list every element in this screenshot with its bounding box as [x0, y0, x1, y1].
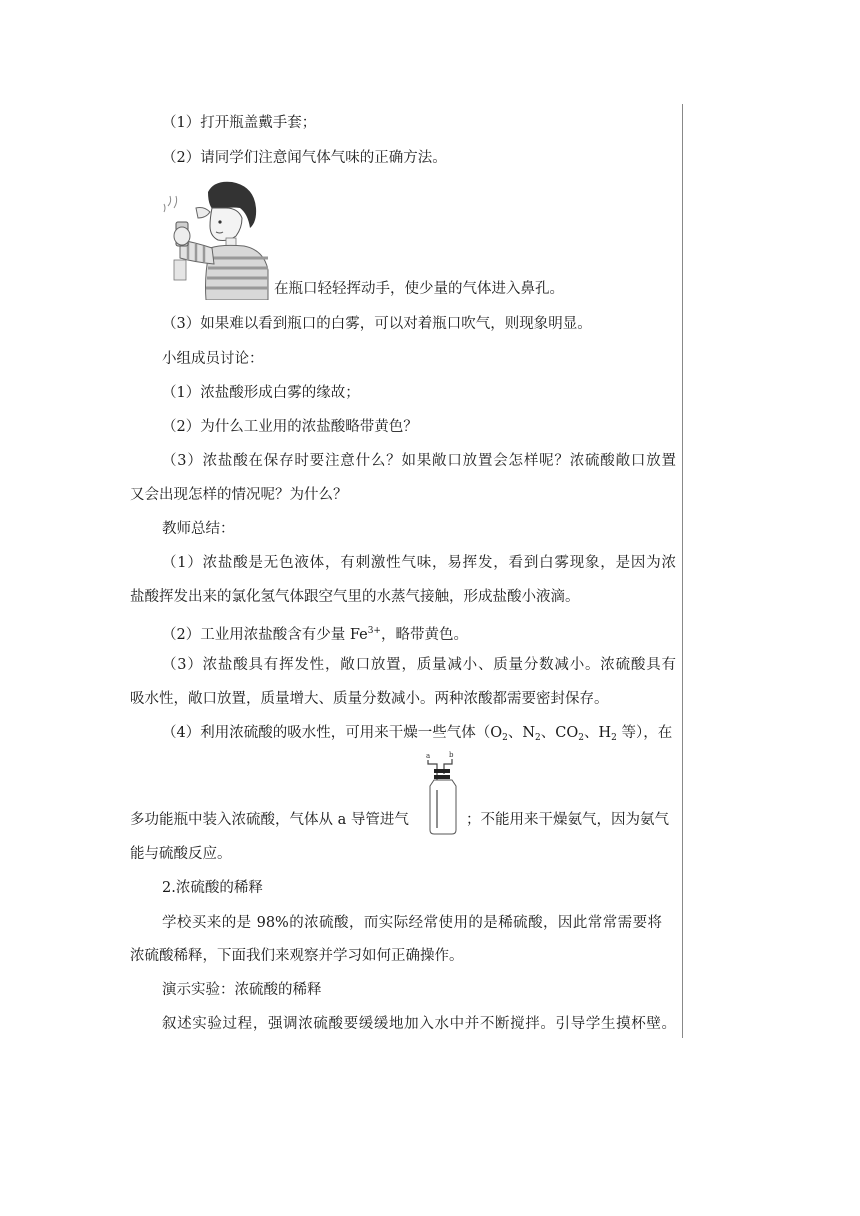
bottle-label-a: a: [426, 752, 431, 760]
bottle-label-b: b: [449, 751, 454, 759]
summary-4-part1: （4）利用浓硫酸的吸水性，可用来干燥一些气体（O: [162, 725, 503, 741]
summary-4-part2: 、N: [507, 725, 536, 741]
summary-2-end: ，略带黄色。: [380, 627, 468, 643]
summary-3-text: （3）浓盐酸具有挥发性，敞口放置，质量减小、质量分数减小。浓硫酸具有: [162, 657, 676, 673]
summary-1-text: （1）浓盐酸是无色液体，有刺激性气味，易挥发，看到白雾现象，是因为浓: [162, 555, 676, 571]
discussion-3-cont: 又会出现怎样的情况呢？为什么？: [130, 487, 348, 503]
smelling-gas-illustration: [160, 178, 270, 300]
step-3-text: （3）如果难以看到瓶口的白雾，可以对着瓶口吹气，则现象明显。: [162, 316, 592, 332]
step-2-text: （2）请同学们注意闻气体气味的正确方法。: [162, 150, 447, 166]
demo-experiment-heading: 演示实验：浓硫酸的稀释: [162, 982, 322, 998]
summary-4-end: 能与硫酸反应。: [130, 846, 232, 862]
iron-charge: 3+: [367, 626, 381, 636]
summary-4-part4: 、H: [584, 725, 612, 741]
section-2-heading: 2.浓硫酸的稀释: [162, 880, 263, 896]
summary-2-text: [162, 621, 710, 645]
smelling-method-text: 在瓶口轻轻挥动手，使少量的气体进入鼻孔。: [274, 281, 564, 297]
summary-4-text: [162, 723, 710, 748]
summary-4-part3: 、CO: [540, 725, 579, 741]
o2-sub: 2: [502, 733, 508, 743]
step-1-text: （1）打开瓶盖戴手套；: [162, 115, 317, 131]
n2-sub: 2: [535, 733, 541, 743]
discussion-3-text: （3）浓盐酸在保存时要注意什么？如果敞口放置会怎样呢？浓硫酸敞口放置: [162, 453, 676, 469]
summary-2-part: （2）工业用浓盐酸含有少量 Fe: [162, 627, 368, 643]
summary-4-cont-right: ；不能用来干燥氨气，因为氨气: [466, 812, 669, 828]
summary-3-cont: 吸水性，敞口放置，质量增大、质量分数减小。两种浓酸都需要密封保存。: [130, 691, 609, 707]
group-discussion-heading: 小组成员讨论：: [162, 351, 264, 367]
summary-4-part5: 等），在: [616, 725, 673, 741]
teacher-summary-heading: 教师总结：: [162, 521, 235, 537]
dilution-intro-text: 学校买来的是 98%的浓硫酸，而实际经常使用的是稀硫酸，因此常常需要将: [162, 915, 662, 931]
experiment-procedure-text: 叙述实验过程，强调浓硫酸要缓缓地加入水中并不断搅拌。引导学生摸杯壁。: [162, 1016, 676, 1032]
h2-sub: 2: [611, 733, 617, 743]
summary-1-cont: 盐酸挥发出来的氯化氢气体跟空气里的水蒸气接触，形成盐酸小液滴。: [130, 589, 580, 605]
discussion-1-text: （1）浓盐酸形成白雾的缘故；: [162, 385, 360, 401]
summary-4-cont-left: 多功能瓶中装入浓硫酸，气体从 a 导管进气: [130, 812, 409, 828]
discussion-2-text: （2）为什么工业用的浓盐酸略带黄色？: [162, 419, 418, 435]
dilution-intro-cont: 浓硫酸稀释，下面我们来观察并学习如何正确操作。: [130, 948, 464, 964]
co2-sub: 2: [578, 733, 584, 743]
